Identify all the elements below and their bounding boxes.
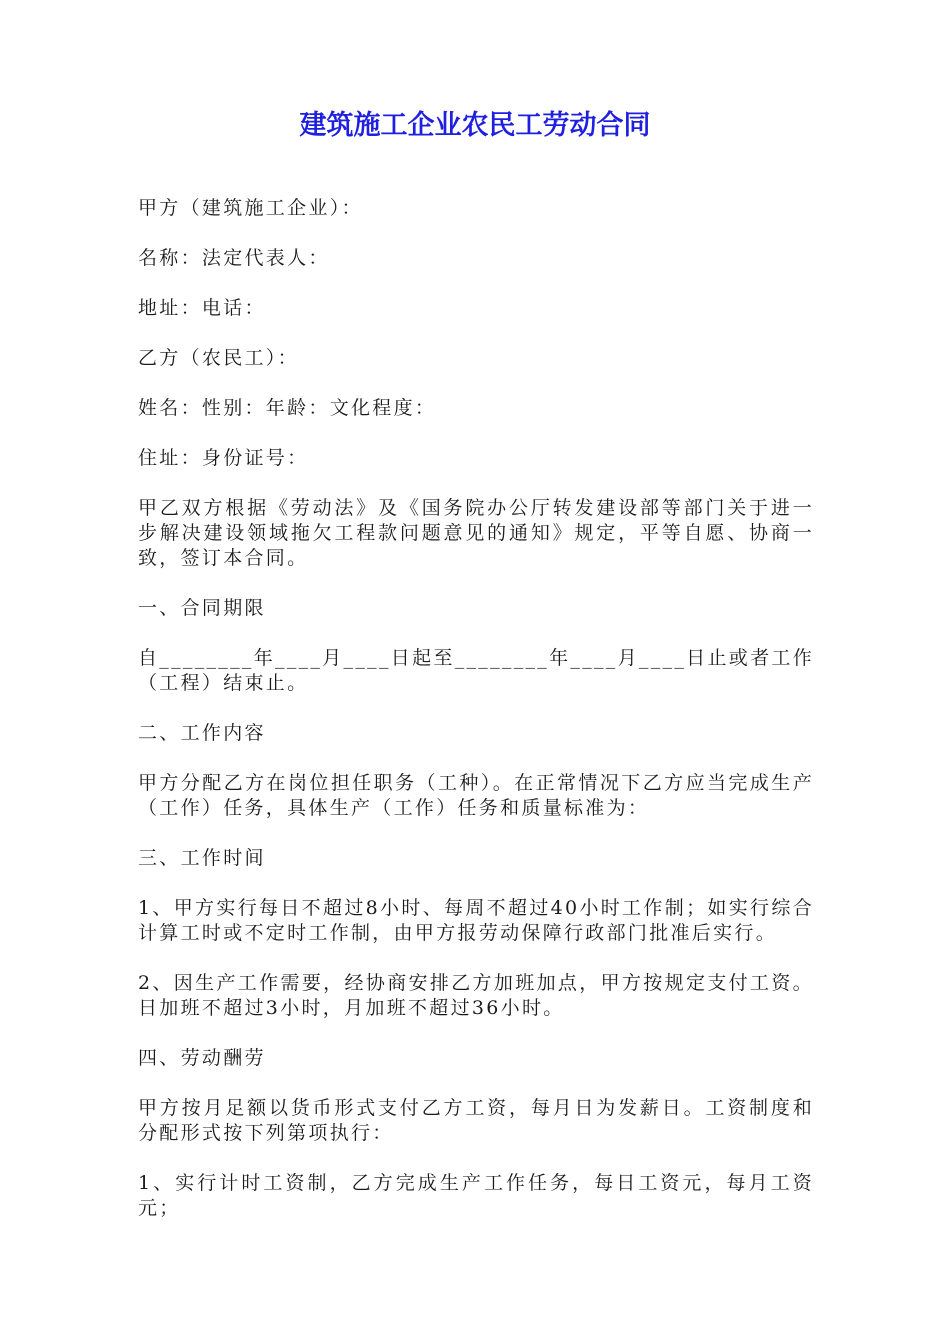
party-a-name-line: 名称：法定代表人： [138, 247, 330, 269]
section-heading-work-time: 三、工作时间 [138, 847, 266, 869]
work-content-paragraph: 甲方分配乙方在岗位担任职务（工种）。在正常情况下乙方应当完成生产（工作）任务，具体生产（工作）任务和质量标准为： [138, 772, 814, 819]
work-time-clause-1: 1、甲方实行每日不超过8小时、每周不超过40小时工作制；如实行综合计算工时或不定时工作制，由甲方报劳动保障行政部门批准后实行。 [138, 897, 814, 944]
term-paragraph: 自________年____月____日起至________年____月____日止或者工作（工程）结束止。 [138, 647, 814, 694]
work-time-clause-2: 2、因生产工作需要，经协商安排乙方加班加点，甲方按规定支付工资。日加班不超过3小时，月加班不超过36小时。 [138, 972, 814, 1019]
section-heading-remuneration: 四、劳动酬劳 [138, 1047, 266, 1069]
remuneration-paragraph: 甲方按月足额以货币形式支付乙方工资，每月日为发薪日。工资制度和分配形式按下列第项执行： [138, 1097, 814, 1144]
party-a-heading: 甲方（建筑施工企业）： [138, 197, 363, 219]
remuneration-clause-1: 1、实行计时工资制，乙方完成生产工作任务，每日工资元，每月工资元； [138, 1172, 814, 1219]
party-b-heading: 乙方（农民工）： [138, 347, 299, 369]
party-b-address-line: 住址：身份证号： [138, 447, 309, 469]
party-a-address-line: 地址：电话： [138, 297, 266, 319]
document-title: 建筑施工企业农民工劳动合同 [299, 110, 651, 141]
section-heading-work-content: 二、工作内容 [138, 722, 266, 744]
document-body [138, 196, 814, 1246]
party-b-info-line: 姓名：性别：年龄：文化程度： [138, 397, 437, 419]
section-heading-term: 一、合同期限 [138, 597, 266, 619]
preamble-paragraph: 甲乙双方根据《劳动法》及《国务院办公厅转发建设部等部门关于进一步解决建设领域拖欠工程款问题意见的通知》规定，平等自愿、协商一致，签订本合同。 [138, 497, 814, 569]
